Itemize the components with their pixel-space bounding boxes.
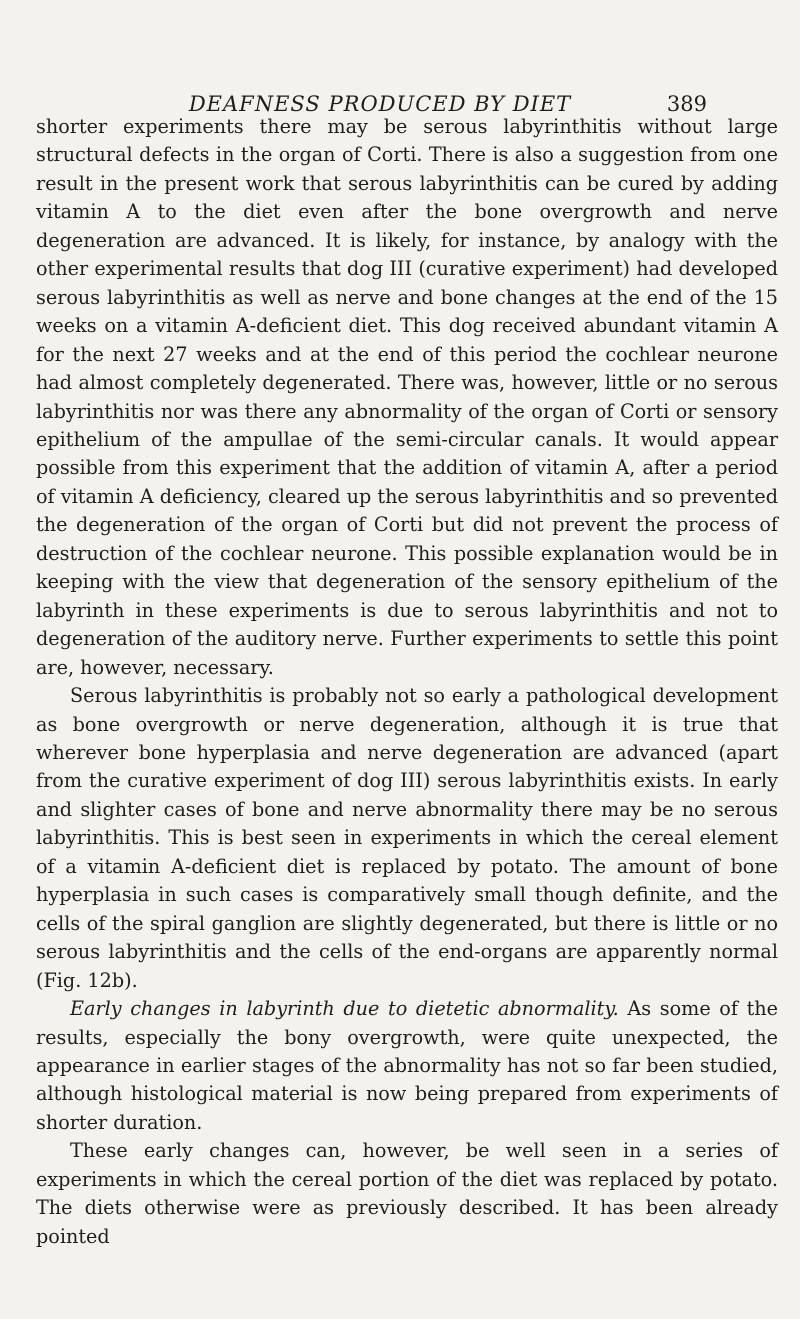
- body-text: [36, 113, 778, 1251]
- paragraph-1: [36, 113, 778, 682]
- paragraph-2-text: Serous labyrinthitis is probably not so early a pathological development as bone overgrowth or nerve degeneration, although it is true that wherever bone hyperplasia and nerve degeneration are advanced (apart from the curative experiment of dog III) serous labyrinthitis exists. In early and slighter cases of bone and nerve abnormality there may be no serous labyrinthitis. This is best seen in experiments in which the cereal element of a vitamin A-deficient diet is replaced by potato. The amount of bone hyperplasia in such cases is comparatively small though definite, and the cells of the spiral ganglion are slightly degenerated, but there is little or no serous labyrinthitis and the cells of the end-organs are apparently normal (Fig. 12b).: [36, 684, 778, 992]
- paragraph-2: [36, 682, 778, 995]
- running-title: DEAFNESS PRODUCED BY DIET: [188, 92, 572, 116]
- paragraph-1-text: shorter experiments there may be serous labyrinthitis without large structural defects in the organ of Corti. There is also a suggestion from one result in the present work that serous labyrinthitis can be cured by adding vitamin A to the diet even after the bone overgrowth and nerve degeneration are advanced. It is likely, for instance, by analogy with the other experimental results that dog III (curative experiment) had developed serous labyrinthitis as well as nerve and bone changes at the end of the 15 weeks on a vitamin A-deficient diet. This dog received abundant vitamin A for the next 27 weeks and at the end of this period the cochlear neurone had almost completely degenerated. There was, however, little or no serous labyrinthitis nor was there any abnormality of the organ of Corti or sensory epithelium of the ampullae of the semi-circular canals. It would appear possible from this experiment that the addition of vitamin A, after a period of vitamin A deficiency, cleared up the serous labyrinthitis and so prevented the degeneration of the organ of Corti but did not prevent the process of destruction of the cochlear neurone. This possible explanation would be in keeping with the view that degeneration of the sensory epithelium of the labyrinth in these experiments is due to serous labyrinthitis and not to degeneration of the auditory nerve. Further experiments to settle this point are, however, necessary.: [36, 115, 778, 679]
- paragraph-4: [36, 1137, 778, 1251]
- paragraph-3: [36, 995, 778, 1137]
- section-heading-early-changes: Early changes in labyrinth due to dietetic abnormality.: [70, 997, 619, 1021]
- paragraph-3-text: As some of the results, especially the bony overgrowth, were quite unexpected, the appearance in earlier stages of the abnormality has not so far been studied, although histological material is now being prepared from experiments of shorter duration.: [36, 997, 779, 1134]
- paragraph-4-text: These early changes can, however, be well seen in a series of experiments in which the cereal portion of the diet was replaced by potato. The diets otherwise were as previously described. It has been already pointed: [36, 1139, 778, 1248]
- page-number: 389: [666, 92, 707, 116]
